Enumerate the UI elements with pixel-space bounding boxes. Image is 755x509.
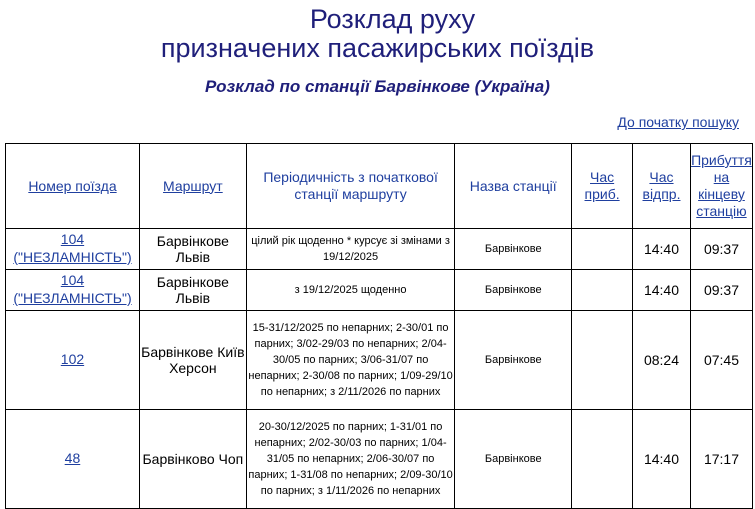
departure-cell: 08:24: [633, 311, 691, 410]
train-link[interactable]: 104 ("НЕЗЛАМНІСТЬ"): [13, 231, 132, 265]
train-number-cell: [6, 410, 140, 509]
train-link[interactable]: 48: [64, 450, 81, 466]
station-subtitle: Розклад по станції Барвінкове (Україна): [205, 77, 550, 96]
table-row: [6, 311, 753, 410]
column-header-periodicity: Періодичність з початкової станції маршруту: [246, 144, 455, 229]
column-header-route[interactable]: [139, 144, 246, 229]
train-number-cell: [6, 270, 140, 311]
final-arrival-cell: 09:37: [690, 229, 752, 270]
final-arrival-cell: 17:17: [690, 410, 752, 509]
sort-link-final-arrival[interactable]: Прибуття на кінцеву станцію: [691, 152, 752, 219]
route-cell: Барвінкове Київ Херсон: [139, 311, 246, 410]
station-cell: Барвінкове: [455, 311, 572, 410]
departure-cell: 14:40: [633, 229, 691, 270]
arrival-cell: [572, 410, 633, 509]
arrival-cell: [572, 270, 633, 311]
back-to-search-link[interactable]: До початку пошуку: [617, 114, 739, 130]
station-cell: Барвінкове: [455, 410, 572, 509]
route-cell: Барвінково Чоп: [139, 410, 246, 509]
table-row: [6, 410, 753, 509]
periodicity-cell: цілий рік щоденно * курсує зі змінами з 19/12/2025: [246, 229, 455, 270]
periodicity-cell: з 19/12/2025 щоденно: [246, 270, 455, 311]
departure-cell: 14:40: [633, 410, 691, 509]
table-row: [6, 270, 753, 311]
schedule-table: [5, 143, 753, 509]
sort-link-train-number[interactable]: Номер поїзда: [28, 177, 117, 194]
train-link[interactable]: 102: [60, 351, 85, 367]
final-arrival-cell: 07:45: [690, 311, 752, 410]
route-cell: Барвінкове Львів: [139, 270, 246, 311]
periodicity-cell: 20-30/12/2025 по парних; 1-31/01 по непарних; 2/02-30/03 по парних; 1/04-31/05 по непарних; 2/06-30/07 по парних; 1-31/08 по непарних; 2/09-30/10 по парних; з 1/11/2026 по непарних: [246, 410, 455, 509]
sort-link-arrival[interactable]: Час приб.: [584, 169, 620, 202]
station-cell: Барвінкове: [455, 229, 572, 270]
arrival-cell: [572, 229, 633, 270]
train-link[interactable]: 104 ("НЕЗЛАМНІСТЬ"): [13, 272, 132, 306]
column-header-departure[interactable]: [633, 144, 691, 229]
column-header-station-name: Назва станції: [455, 144, 572, 229]
arrival-cell: [572, 311, 633, 410]
sort-link-route[interactable]: Маршрут: [163, 177, 223, 194]
column-header-train-number[interactable]: [6, 144, 140, 229]
sort-link-departure[interactable]: Час відпр.: [642, 169, 681, 202]
departure-cell: 14:40: [633, 270, 691, 311]
train-number-cell: [6, 311, 140, 410]
station-cell: Барвінкове: [455, 270, 572, 311]
table-row: [6, 229, 753, 270]
train-number-cell: [6, 229, 140, 270]
page-title-line-1: Розклад руху: [309, 4, 476, 34]
page-title-line-2: призначених пасажирських поїздів: [160, 33, 595, 63]
periodicity-cell: 15-31/12/2025 по непарних; 2-30/01 по парних; 3/02-29/03 по непарних; 2/04-30/05 по парних; 3/06-31/07 по непарних; 2-30/08 по парних; 1/09-29/10 по непарних; з 2/11/2026 по парних: [246, 311, 455, 410]
column-header-arrival[interactable]: [572, 144, 633, 229]
final-arrival-cell: 09:37: [690, 270, 752, 311]
table-header-row: [6, 144, 753, 229]
column-header-final-arrival[interactable]: [690, 144, 752, 229]
route-cell: Барвінкове Львів: [139, 229, 246, 270]
